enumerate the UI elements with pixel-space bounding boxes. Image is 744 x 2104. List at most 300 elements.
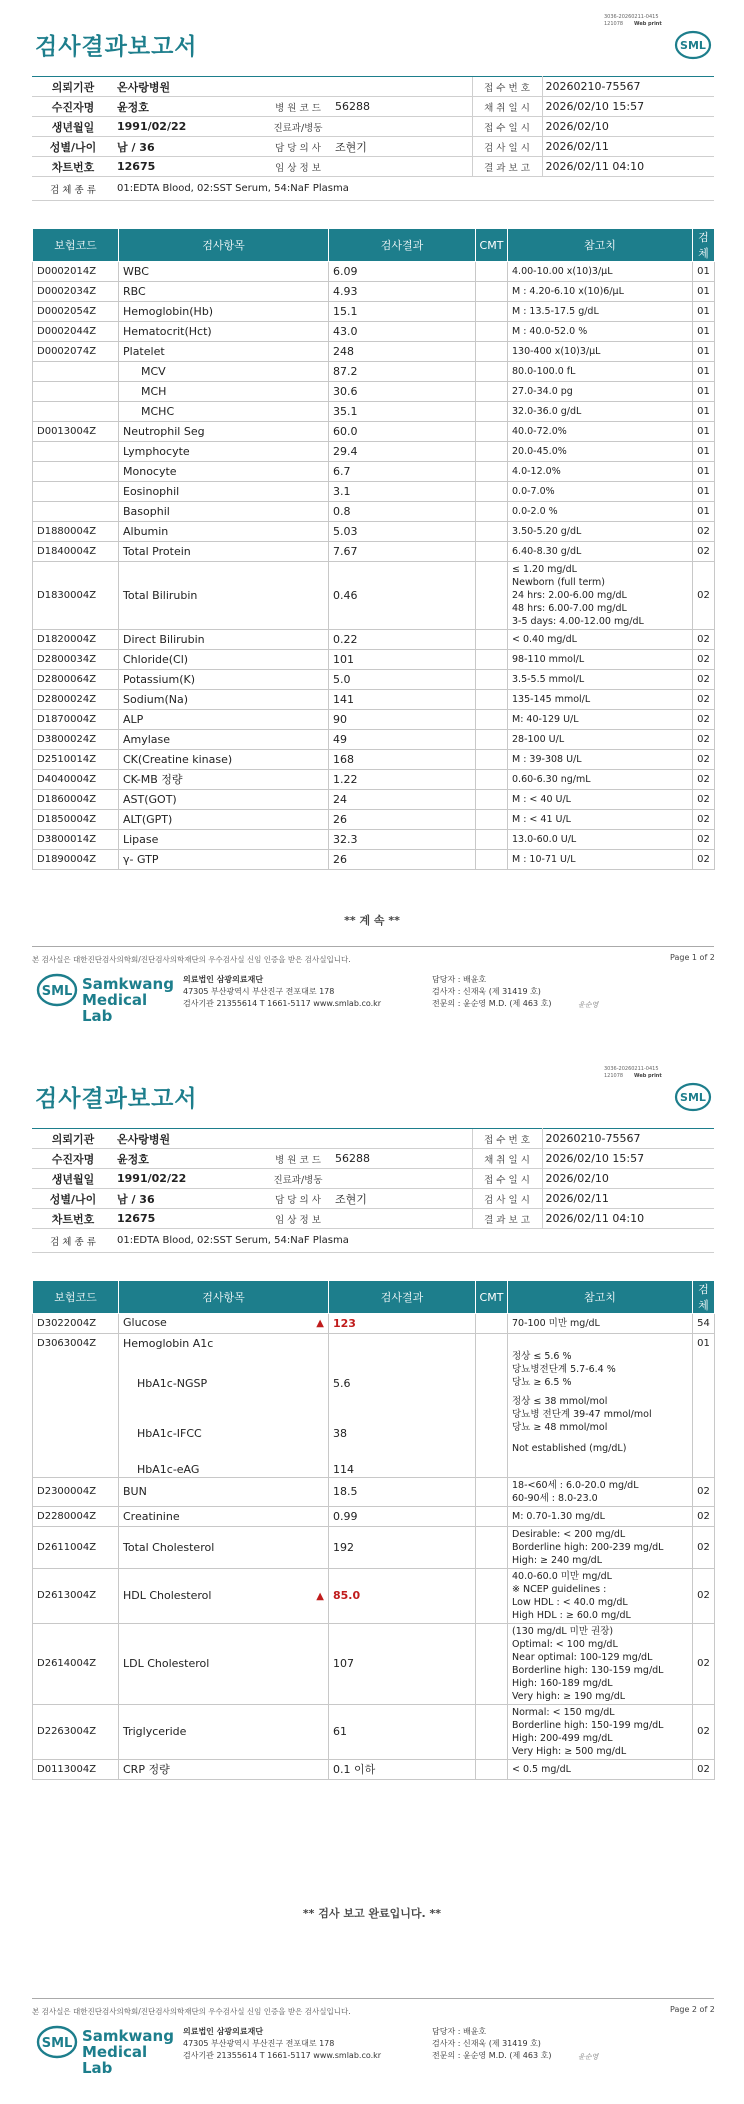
table-row <box>33 342 715 362</box>
table-row <box>33 750 715 770</box>
specimen-code: 01 <box>693 282 715 302</box>
report-end-note: ** 검사 보고 완료입니다. ** <box>302 1907 442 1920</box>
insurance-code: D3800024Z <box>33 730 119 750</box>
test-item-label: Total Protein <box>123 544 191 558</box>
test-item-label: Creatinine <box>123 1509 180 1523</box>
label-dept: 진료과/병동 <box>264 1169 332 1189</box>
test-result: 141 <box>329 690 476 710</box>
test-item-label: ALT(GPT) <box>123 812 173 826</box>
table-row <box>33 542 715 562</box>
label-report-date: 결 과 보 고 <box>472 157 542 177</box>
test-item-label: Monocyte <box>123 464 177 478</box>
specimen-code: 02 <box>693 522 715 542</box>
insurance-code: D1850004Z <box>33 810 119 830</box>
ref-line: M : 4.20-6.10 x(10)6/μL <box>512 286 624 297</box>
table-row <box>33 850 715 870</box>
ref-line: 32.0-36.0 g/dL <box>512 406 582 417</box>
test-result: 0.46 <box>329 562 476 630</box>
reference-range <box>508 650 693 670</box>
test-result: 87.2 <box>329 362 476 382</box>
sml-logo-icon <box>674 30 712 60</box>
hospital-code-value: 56288 <box>332 1149 472 1169</box>
samkwang-logo-icon <box>36 970 78 1010</box>
table-row <box>33 790 715 810</box>
label-collect-date: 채 취 일 시 <box>472 97 542 117</box>
patient-info-table <box>32 76 714 201</box>
label-name: 수진자명 <box>32 97 114 117</box>
test-item <box>119 1760 329 1780</box>
reference-range <box>508 1705 693 1760</box>
ref-line: M: 0.70-1.30 mg/dL <box>512 1511 605 1522</box>
ref-line: Very high: ≥ 190 mg/dL <box>512 1691 626 1702</box>
cmt-cell <box>476 1569 508 1624</box>
reference-range <box>508 790 693 810</box>
table-row <box>33 522 715 542</box>
table-row <box>33 710 715 730</box>
test-item <box>119 522 329 542</box>
header-spec: 검체 <box>693 1281 715 1314</box>
test-result: 30.6 <box>329 382 476 402</box>
birth-value: 1991/02/22 <box>114 1169 264 1189</box>
test-item <box>119 442 329 462</box>
samkwang-logo <box>36 970 174 1025</box>
specimen-code: 02 <box>693 1624 715 1705</box>
reference-range <box>508 670 693 690</box>
insurance-code: D1890004Z <box>33 850 119 870</box>
table-row <box>33 810 715 830</box>
reference-range <box>508 1478 693 1507</box>
test-result: 4.93 <box>329 282 476 302</box>
cmt-cell <box>476 542 508 562</box>
org-name: 의료법인 삼광의료재단 <box>183 975 264 984</box>
org-name: 의료법인 삼광의료재단 <box>183 2027 264 2036</box>
table-row <box>33 830 715 850</box>
table-row <box>33 770 715 790</box>
insurance-code: D2800024Z <box>33 690 119 710</box>
insurance-code: D1840004Z <box>33 542 119 562</box>
insurance-code: D2800034Z <box>33 650 119 670</box>
test-item-label: MCHC <box>141 404 175 418</box>
specimen-code: 02 <box>693 1527 715 1569</box>
test-item-label: CK-MB 정량 <box>123 772 183 786</box>
label-receipt-no: 접 수 번 호 <box>472 1129 542 1149</box>
staff-manager: 담당자 : 배윤호 <box>432 975 487 984</box>
cmt-cell <box>476 710 508 730</box>
test-result: 49 <box>329 730 476 750</box>
reference-range <box>508 710 693 730</box>
reference-range <box>508 542 693 562</box>
table-row <box>33 442 715 462</box>
org-info <box>183 2026 381 2062</box>
header-cmt: CMT <box>476 229 508 262</box>
dept-value <box>332 1169 472 1189</box>
samkwang-logo <box>36 2022 174 2077</box>
insurance-code <box>33 382 119 402</box>
test-item <box>119 810 329 830</box>
ref-line: 0.0-7.0% <box>512 486 555 497</box>
table-row <box>33 1507 715 1527</box>
reference-range <box>508 462 693 482</box>
ref-line: 정상 ≤ 5.6 % <box>512 1351 572 1362</box>
insurance-code: D1880004Z <box>33 522 119 542</box>
test-item <box>119 850 329 870</box>
specimen-code: 01 <box>693 462 715 482</box>
reference-range <box>508 302 693 322</box>
test-item <box>119 730 329 750</box>
ref-line: 0.60-6.30 ng/mL <box>512 774 591 785</box>
reference-range <box>508 422 693 442</box>
header-code: 보험코드 <box>33 229 119 262</box>
test-item <box>119 1705 329 1760</box>
cmt-cell <box>476 262 508 282</box>
specimen-code: 02 <box>693 650 715 670</box>
sub-item-label: HbA1c-NGSP <box>137 1377 208 1390</box>
test-item <box>119 422 329 442</box>
test-result: 18.5 <box>329 1478 476 1507</box>
org-info <box>183 974 381 1010</box>
reference-range <box>508 382 693 402</box>
signature: 윤순영 <box>578 1001 599 1009</box>
brand-line-2: Medical Lab <box>82 991 148 1025</box>
specimen-code: 01 <box>693 402 715 422</box>
test-item <box>119 282 329 302</box>
insurance-code <box>33 502 119 522</box>
test-item-label: Triglyceride <box>123 1725 187 1738</box>
reference-range <box>508 522 693 542</box>
test-result: 85.0 <box>329 1569 476 1624</box>
specimen-code: 02 <box>693 830 715 850</box>
test-item <box>119 1624 329 1705</box>
ref-line: Optimal: < 100 mg/dL <box>512 1639 618 1650</box>
staff-info <box>432 974 551 1010</box>
test-result: 43.0 <box>329 322 476 342</box>
reference-range <box>508 690 693 710</box>
test-result: 29.4 <box>329 442 476 462</box>
specimen-code: 02 <box>693 770 715 790</box>
test-item <box>119 770 329 790</box>
reference-range <box>508 502 693 522</box>
ref-line: High HDL : ≥ 60.0 mg/dL <box>512 1610 631 1621</box>
specimen-code: 02 <box>693 670 715 690</box>
table-row <box>33 690 715 710</box>
test-item-label: Hematocrit(Hct) <box>123 324 212 338</box>
specimen-code: 02 <box>693 1705 715 1760</box>
test-item <box>119 562 329 630</box>
header-ref: 참고치 <box>508 229 693 262</box>
table-row <box>33 1705 715 1760</box>
ref-line: M: 40-129 U/L <box>512 714 579 725</box>
reference-range <box>508 750 693 770</box>
insurance-code: D0002074Z <box>33 342 119 362</box>
specimen-code: 01 <box>693 502 715 522</box>
ref-line: High: 160-189 mg/dL <box>512 1678 613 1689</box>
test-item <box>119 1569 329 1624</box>
label-name: 수진자명 <box>32 1149 114 1169</box>
ref-line: 3.50-5.20 g/dL <box>512 526 582 537</box>
specimen-code: 02 <box>693 850 715 870</box>
staff-doctor: 전문의 : 윤순영 M.D. (제 463 호) <box>432 999 552 1008</box>
sex-age-value: 남 / 36 <box>114 137 264 157</box>
doctor-value: 조현기 <box>332 137 472 157</box>
brand-line-1: Samkwang <box>82 2027 174 2045</box>
test-result: 168 <box>329 750 476 770</box>
ref-line: Near optimal: 100-129 mg/dL <box>512 1652 653 1663</box>
test-result: 0.8 <box>329 502 476 522</box>
insurance-code <box>33 482 119 502</box>
ref-line: 3.5-5.5 mmol/L <box>512 674 585 685</box>
label-specimen: 검 체 종 류 <box>32 1229 114 1253</box>
table-row <box>33 1478 715 1507</box>
ref-line: 당뇨 ≥ 48 mmol/mol <box>512 1422 608 1433</box>
report-page-2 <box>0 1052 744 2104</box>
test-date-value: 2026/02/11 <box>542 1189 714 1209</box>
table-row <box>33 402 715 422</box>
test-item <box>119 502 329 522</box>
test-item <box>119 262 329 282</box>
test-item-label: Total Cholesterol <box>123 1540 215 1554</box>
sml-logo-text: SML <box>680 39 706 52</box>
cmt-cell <box>476 522 508 542</box>
test-item-label: Albumin <box>123 524 169 538</box>
ref-line: 정상 ≤ 38 mmol/mol <box>512 1396 608 1407</box>
ref-line: M : 40.0-52.0 % <box>512 326 588 337</box>
specimen-code: 01 <box>693 362 715 382</box>
test-item <box>119 630 329 650</box>
ref-line: M : 39-308 U/L <box>512 754 582 765</box>
ref-line: Borderline high: 130-159 mg/dL <box>512 1665 664 1676</box>
org-address: 47305 부산광역시 부산진구 전포대로 178 <box>183 987 335 996</box>
cmt-cell <box>476 502 508 522</box>
test-item <box>119 482 329 502</box>
receipt-date-value: 2026/02/10 <box>542 1169 714 1189</box>
ref-line: < 0.5 mg/dL <box>512 1764 571 1775</box>
test-item-label: Eosinophil <box>123 484 180 498</box>
specimen-value: 01:EDTA Blood, 02:SST Serum, 54:NaF Plasma <box>114 1229 714 1253</box>
sex-age-value: 남 / 36 <box>114 1189 264 1209</box>
test-result: 3.1 <box>329 482 476 502</box>
insurance-code: D0002044Z <box>33 322 119 342</box>
table-row <box>33 730 715 750</box>
insurance-code: D0002014Z <box>33 262 119 282</box>
label-receipt-no: 접 수 번 호 <box>472 77 542 97</box>
table-row <box>33 322 715 342</box>
table-row <box>33 1569 715 1624</box>
reference-range <box>508 630 693 650</box>
samkwang-logo-text: SML <box>41 984 73 999</box>
specimen-code: 01 <box>693 322 715 342</box>
ref-line: 0.0-2.0 % <box>512 506 558 517</box>
ref-line: (130 mg/dL 미만 권장) <box>512 1626 614 1637</box>
high-flag-icon: ▲ <box>316 1318 324 1329</box>
table-row <box>33 1527 715 1569</box>
test-result: 123 <box>329 1314 476 1334</box>
ref-line: 13.0-60.0 U/L <box>512 834 577 845</box>
cmt-cell <box>476 830 508 850</box>
insurance-code: D4040004Z <box>33 770 119 790</box>
label-sex-age: 성별/나이 <box>32 1189 114 1209</box>
label-specimen: 검 체 종 류 <box>32 177 114 201</box>
ref-line: 20.0-45.0% <box>512 446 567 457</box>
cmt-cell <box>476 562 508 630</box>
insurance-code: D2613004Z <box>33 1569 119 1624</box>
cmt-cell <box>476 850 508 870</box>
test-result: 35.1 <box>329 402 476 422</box>
reference-range <box>508 402 693 422</box>
test-item <box>119 402 329 422</box>
patient-info-table <box>32 1128 714 1253</box>
specimen-code: 02 <box>693 730 715 750</box>
ref-line: 130-400 x(10)3/μL <box>512 346 601 357</box>
specimen-value: 01:EDTA Blood, 02:SST Serum, 54:NaF Plasma <box>114 177 714 201</box>
report-date-value: 2026/02/11 04:10 <box>542 1209 714 1229</box>
label-hospital-code: 병 원 코 드 <box>264 1149 332 1169</box>
ref-line: 48 hrs: 6.00-7.00 mg/dL <box>512 603 627 614</box>
specimen-code: 02 <box>693 790 715 810</box>
cmt-cell <box>476 1624 508 1705</box>
cmt-cell <box>476 790 508 810</box>
dept-value <box>332 117 472 137</box>
org-address: 47305 부산광역시 부산진구 전포대로 178 <box>183 2039 335 2048</box>
cmt-cell <box>476 670 508 690</box>
label-birth: 생년월일 <box>32 1169 114 1189</box>
reference-range <box>508 770 693 790</box>
test-result: 32.3 <box>329 830 476 850</box>
test-item-label: Total Bilirubin <box>123 588 198 602</box>
ref-line: 4.0-12.0% <box>512 466 561 477</box>
insurance-code: D2263004Z <box>33 1705 119 1760</box>
specimen-code: 02 <box>693 810 715 830</box>
test-item <box>119 650 329 670</box>
test-item <box>119 342 329 362</box>
test-result: 5.03 <box>329 522 476 542</box>
test-result: 26 <box>329 850 476 870</box>
test-item <box>119 790 329 810</box>
test-item <box>119 322 329 342</box>
test-result: 7.67 <box>329 542 476 562</box>
insurance-code: D1870004Z <box>33 710 119 730</box>
receipt-no-value: 20260210-75567 <box>542 77 714 97</box>
web-print-label: Web print <box>634 1073 662 1079</box>
table-row <box>33 502 715 522</box>
footer-divider <box>32 946 714 947</box>
test-item-label: LDL Cholesterol <box>123 1657 210 1670</box>
reference-range <box>508 342 693 362</box>
test-result: 5.0 <box>329 670 476 690</box>
reference-range <box>508 1760 693 1780</box>
test-item <box>119 1527 329 1569</box>
table-row <box>33 302 715 322</box>
cmt-cell <box>476 1478 508 1507</box>
test-result: 1.22 <box>329 770 476 790</box>
insurance-code <box>33 402 119 422</box>
insurance-code: D1820004Z <box>33 630 119 650</box>
insurance-code: D2300004Z <box>33 1478 119 1507</box>
high-flag-icon: ▲ <box>316 1590 324 1602</box>
table-row <box>33 1334 715 1478</box>
doc-code-line: 3036-20260211-0415 <box>604 1066 659 1072</box>
test-result: 6.7 <box>329 462 476 482</box>
report-title: 검사결과보고서 <box>35 1086 198 1112</box>
reference-range <box>508 562 693 630</box>
test-item-label: CK(Creatine kinase) <box>123 752 233 766</box>
test-item <box>119 462 329 482</box>
cmt-cell <box>476 1334 508 1478</box>
reference-range <box>508 830 693 850</box>
ref-line: Not established (mg/dL) <box>512 1443 627 1454</box>
insurance-code: D0002034Z <box>33 282 119 302</box>
test-item-label: CRP 정량 <box>123 1762 170 1776</box>
table-row <box>33 1624 715 1705</box>
test-item-label: AST(GOT) <box>123 792 177 806</box>
staff-tester: 검사자 : 신재욱 (제 31419 호) <box>432 2039 541 2048</box>
specimen-code: 01 <box>693 1334 715 1478</box>
footer-note: 본 검사실은 대한진단검사의학회/진단검사의학재단의 우수검사실 신임 인증을 받은 검사실입니다. <box>32 2007 351 2016</box>
ref-line: 당뇨병 전단계 39-47 mmol/mol <box>512 1409 652 1420</box>
test-item-label: Sodium(Na) <box>123 692 188 706</box>
continue-note: ** 계 속 ** <box>344 914 400 927</box>
cmt-cell <box>476 1705 508 1760</box>
sub-result: 114 <box>333 1463 354 1476</box>
specimen-code: 02 <box>693 1569 715 1624</box>
ref-line: 80.0-100.0 fL <box>512 366 576 377</box>
cmt-cell <box>476 750 508 770</box>
insurance-code: D2280004Z <box>33 1507 119 1527</box>
test-item-label: Direct Bilirubin <box>123 632 205 646</box>
test-item-label: Neutrophil Seg <box>123 424 205 438</box>
header-cmt: CMT <box>476 1281 508 1314</box>
insurance-code: D1830004Z <box>33 562 119 630</box>
staff-info <box>432 2026 551 2062</box>
reference-range <box>508 1507 693 1527</box>
brand-line-2: Medical Lab <box>82 2043 148 2077</box>
test-result: 6.09 <box>329 262 476 282</box>
test-item <box>119 1507 329 1527</box>
test-result: 60.0 <box>329 422 476 442</box>
ref-line: ≤ 1.20 mg/dL <box>512 564 577 575</box>
staff-tester: 검사자 : 신재욱 (제 31419 호) <box>432 987 541 996</box>
test-result: 24 <box>329 790 476 810</box>
specimen-code: 02 <box>693 562 715 630</box>
test-item <box>119 1314 329 1334</box>
report-title: 검사결과보고서 <box>35 34 198 60</box>
ref-line: 40.0-60.0 미만 mg/dL <box>512 1571 612 1582</box>
insurance-code: D2611004Z <box>33 1527 119 1569</box>
hospital-code-value: 56288 <box>332 97 472 117</box>
label-doctor: 담 당 의 사 <box>264 137 332 157</box>
test-result: 0.1 이하 <box>329 1760 476 1780</box>
ref-line: 98-110 mmol/L <box>512 654 585 665</box>
cmt-cell <box>476 422 508 442</box>
insurance-code: D3800014Z <box>33 830 119 850</box>
sub-result: 38 <box>333 1427 347 1440</box>
receipt-date-value: 2026/02/10 <box>542 117 714 137</box>
test-item-label: Glucose <box>123 1316 167 1329</box>
table-row <box>33 422 715 442</box>
cmt-cell <box>476 690 508 710</box>
cmt-cell <box>476 322 508 342</box>
reference-range <box>508 1569 693 1624</box>
sml-logo-icon <box>674 1082 712 1112</box>
institution-value: 온사랑병원 <box>114 77 472 97</box>
test-result: 107 <box>329 1624 476 1705</box>
insurance-code: D0002054Z <box>33 302 119 322</box>
chart-value: 12675 <box>114 157 264 177</box>
doctor-value: 조현기 <box>332 1189 472 1209</box>
ref-line: M : < 41 U/L <box>512 814 571 825</box>
label-test-date: 검 사 일 시 <box>472 137 542 157</box>
ref-line: High: 200-499 mg/dL <box>512 1733 613 1744</box>
specimen-code: 01 <box>693 262 715 282</box>
